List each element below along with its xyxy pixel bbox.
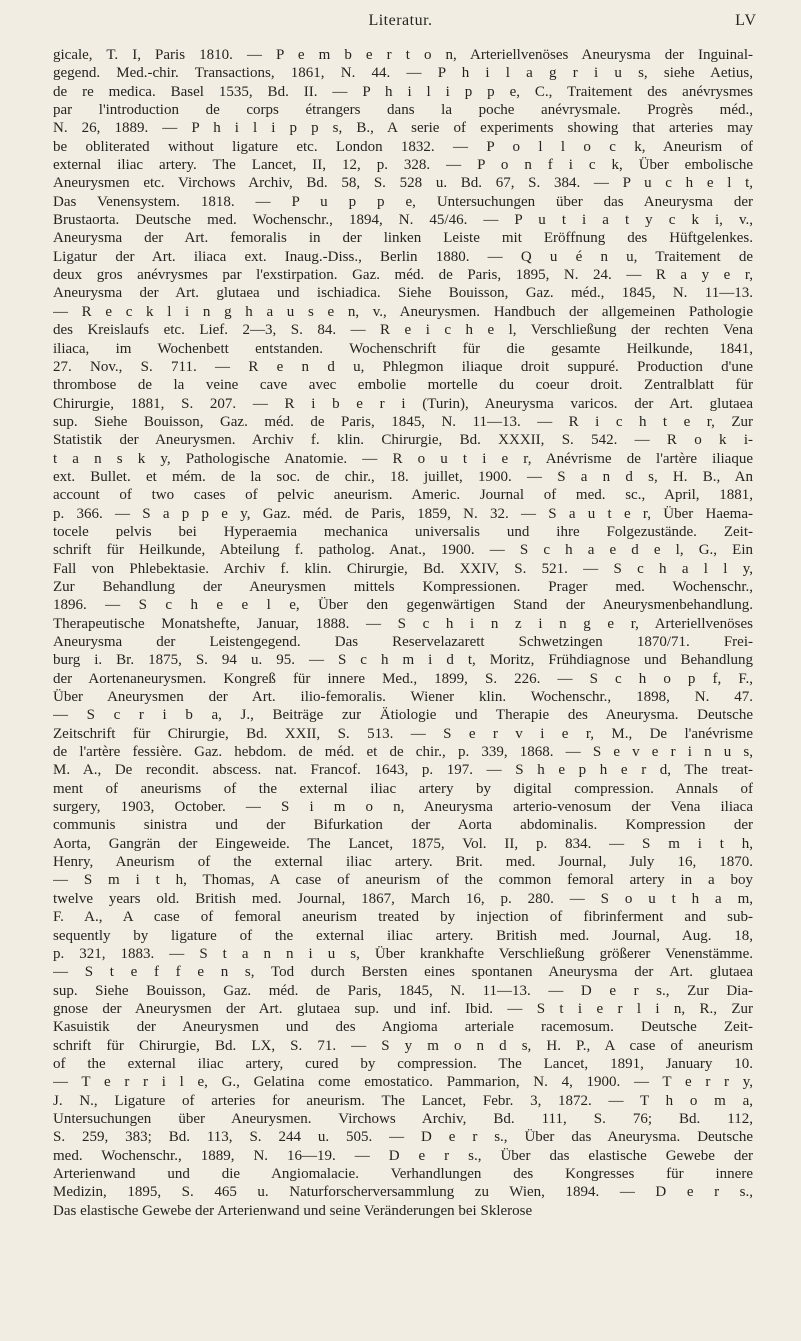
text-line: burg i. Br. 1875, S. 94 u. 95. — S c h m i d t, Moritz, Frühdiagnose und Behandlung	[53, 652, 753, 669]
text-line: tocele pelvis bei Hyperaemia mechanica universalis und ihre Folgezustände. Zeit-	[53, 523, 753, 540]
text-line: gnose der Aneurysmen der Art. glutaea sup. und inf. Ibid. — S t i e r l i n, R., Zur	[53, 1000, 753, 1017]
text-line: Henry, Aneurism of the external iliac artery. Brit. med. Journal, July 16, 1870.	[53, 854, 753, 871]
text-line: of the external iliac artery, cured by compression. The Lancet, 1891, January 10.	[53, 1055, 753, 1072]
text-line: Aneurysma der Leistengegend. Das Reservelazarett Schwetzingen 1870/71. Frei-	[53, 634, 753, 650]
text-line: — S c r i b a, J., Beiträge zur Ätiologie und Therapie des Aneurysma. Deutsche	[53, 707, 753, 724]
text-line: Das elastische Gewebe der Arterienwand und seine Veränderungen bei Sklerose	[53, 1202, 533, 1219]
text-line: par l'introduction de corps étrangers dans la poche anévrysmale. Progrès méd.,	[53, 102, 753, 119]
text-line: Zur Behandlung der Aneurysmen mittels Kompressionen. Prager med. Wochenschr.,	[53, 578, 753, 595]
text-line: gegend. Med.-chir. Transactions, 1861, N. 44. — P h i l a g r i u s, siehe Aetius,	[53, 65, 753, 82]
text-line: Aorta, Gangrän der Eingeweide. The Lancet, 1875, Vol. II, p. 834. — S m i t h,	[53, 835, 753, 852]
text-line: Arterienwand und die Angiomalacie. Verhandlungen des Kongresses für innere	[53, 1165, 753, 1182]
text-line: — T e r r i l e, G., Gelatina come emostatico. Pammarion, N. 4, 1900. — T e r r y,	[53, 1074, 753, 1091]
text-line: sup. Siehe Bouisson, Gaz. méd. de Paris, 1845, N. 11—13. — D e r s., Zur Dia-	[53, 982, 753, 999]
text-line: Aneurysmen etc. Virchows Archiv, Bd. 58, S. 528 u. Bd. 67, S. 384. — P u c h e l t,	[53, 175, 753, 192]
text-line: N. 26, 1889. — P h i l i p p s, B., A serie of experiments showing that arteries may	[53, 120, 753, 137]
text-line: 27. Nov., S. 711. — R e n d u, Phlegmon iliaque droit suppuré. Production d'une	[53, 358, 753, 375]
text-line: de re medica. Basel 1535, Bd. II. — P h i l i p p e, C., Traitement des anévrysmes	[53, 83, 753, 100]
text-line: Zeitschrift für Chirurgie, Bd. XXII, S. 513. — S e r v i e r, M., De l'anévrisme	[53, 725, 753, 742]
text-line: de l'artère fessière. Gaz. hebdom. de méd. et de chir., p. 339, 1868. — S e v e r i n u s,	[53, 744, 753, 761]
text-line: Fall von Phlebektasie. Archiv f. klin. Chirurgie, Bd. XXIV, S. 521. — S c h a l l y,	[53, 560, 753, 577]
text-line: Kasuistik der Aneurysmen und des Angioma arteriale racemosum. Deutsche Zeit-	[53, 1019, 753, 1036]
text-line: thrombose de la veine cave avec embolie mortelle du coeur droit. Zentralblatt für	[53, 377, 753, 394]
text-line: communis sinistra und der Bifurkation der Aorta abdominalis. Kompression der	[53, 817, 753, 834]
running-head	[0, 12, 801, 36]
text-line: iliaca, im Wochenbett entstanden. Wochenschrift für die gesamte Heilkunde, 1841,	[53, 340, 753, 357]
text-line: surgery, 1903, October. — S i m o n, Aneurysma arterio-venosum der Vena iliaca	[53, 799, 753, 816]
text-line: Therapeutische Monatshefte, Januar, 1888. — S c h i n z i n g e r, Arteriellvenöses	[53, 615, 753, 632]
text-line: schrift für Heilkunde, Abteilung f. patholog. Anat., 1900. — S c h a e d e l, G., Ein	[53, 542, 753, 559]
text-line: ext. Bullet. et mém. de la soc. de chir., 18. juillet, 1900. — S a n d s, H. B., An	[53, 468, 753, 485]
text-line: Chirurgie, 1881, S. 207. — R i b e r i (Turin), Aneurysma varicos. der Art. glutaea	[53, 395, 753, 412]
text-line: Das Venensystem. 1818. — P u p p e, Untersuchungen über das Aneurysma der	[53, 193, 753, 210]
text-line: med. Wochenschr., 1889, N. 16—19. — D e r s., Über das elastische Gewebe der	[53, 1147, 753, 1164]
text-line: external iliac artery. The Lancet, II, 12, p. 328. — P o n f i c k, Über embolische	[53, 157, 753, 174]
text-line: gicale, T. I, Paris 1810. — P e m b e r t o n, Arteriellvenöses Aneurysma der Inguinal-	[53, 47, 753, 63]
text-line: ment of aneurisms of the external iliac artery by digital compression. Annals of	[53, 780, 753, 797]
text-line: account of two cases of pelvic aneurism. Americ. Journal of med. sc., April, 1881,	[53, 487, 753, 504]
text-line: deux gros anévrysmes par l'exstirpation. Gaz. méd. de Paris, 1895, N. 24. — R a y e r,	[53, 267, 753, 284]
text-line: S. 259, 383; Bd. 113, S. 244 u. 505. — D e r s., Über das Aneurysma. Deutsche	[53, 1129, 753, 1146]
text-line: F. A., A case of femoral aneurism treated by injection of fibrinferment and sub-	[53, 909, 753, 926]
page-number: LV	[735, 12, 757, 29]
text-line: twelve years old. British med. Journal, 1867, March 16, p. 280. — S o u t h a m,	[53, 890, 753, 907]
text-line: Statistik der Aneurysmen. Archiv f. klin. Chirurgie, Bd. XXXII, S. 542. — R o k i-	[53, 432, 753, 449]
text-line: Aneurysma der Art. femoralis in der linken Leiste mit Eröffnung des Hüftgelenkes.	[53, 230, 753, 247]
text-line: Über Aneurysmen der Art. ilio-femoralis. Wiener klin. Wochenschr., 1898, N. 47.	[53, 689, 753, 706]
text-line: M. A., De recondit. abscess. nat. Francof. 1643, p. 197. — S h e p h e r d, The treat-	[53, 762, 753, 779]
text-line: der Aortenaneurysmen. Kongreß für innere Med., 1899, S. 226. — S c h o p f, F.,	[53, 670, 753, 687]
text-line: Untersuchungen über Aneurysmen. Virchows Archiv, Bd. 111, S. 76; Bd. 112,	[53, 1110, 753, 1127]
text-line: Medizin, 1895, S. 465 u. Naturforscherversammlung zu Wien, 1894. — D e r s.,	[53, 1184, 753, 1201]
text-line: p. 321, 1883. — S t a n n i u s, Über krankhafte Verschließung größerer Venenstämme.	[53, 945, 753, 962]
text-line: be obliterated without ligature etc. London 1832. — P o l l o c k, Aneurism of	[53, 138, 753, 155]
text-line: — R e c k l i n g h a u s e n, v., Aneurysmen. Handbuch der allgemeinen Pathologie	[53, 303, 753, 320]
text-line: 1896. — S c h e e l e, Über den gegenwärtigen Stand der Aneurysmenbehandlung.	[53, 597, 753, 614]
text-line: Aneurysma der Art. glutaea und ischiadica. Siehe Bouisson, Gaz. méd., 1845, N. 11—13.	[53, 285, 753, 302]
text-line: schrift für Chirurgie, Bd. LX, S. 71. — S y m o n d s, H. P., A case of aneurism	[53, 1037, 753, 1054]
text-line: — S m i t h, Thomas, A case of aneurism of the common femoral artery in a boy	[53, 872, 753, 889]
text-line: sup. Siehe Bouisson, Gaz. méd. de Paris, 1845, N. 11—13. — R i c h t e r, Zur	[53, 413, 753, 430]
text-line: — S t e f f e n s, Tod durch Bersten eines spontanen Aneurysma der Art. glutaea	[53, 964, 753, 981]
text-line: Brustaorta. Deutsche med. Wochenschr., 1894, N. 45/46. — P u t i a t y c k i, v.,	[53, 212, 753, 229]
text-line: t a n s k y, Pathologische Anatomie. — R o u t i e r, Anévrisme de l'artère iliaque	[53, 450, 753, 467]
text-line: sequently by ligature of the external iliac artery. British med. Journal, Aug. 18,	[53, 927, 753, 944]
text-line: des Kreislaufs etc. Lief. 2—3, S. 84. — R e i c h e l, Verschließung der rechten Vena	[53, 322, 753, 339]
page-title: Literatur.	[368, 12, 433, 29]
text-line: Ligatur der Art. iliaca ext. Inaug.-Diss., Berlin 1880. — Q u é n u, Traitement de	[53, 248, 753, 265]
text-line: p. 366. — S a p p e y, Gaz. méd. de Paris, 1859, N. 32. — S a u t e r, Über Haema-	[53, 505, 753, 522]
text-line: J. N., Ligature of arteries for aneurism. The Lancet, Febr. 3, 1872. — T h o m a,	[53, 1092, 753, 1109]
bibliography-text	[53, 46, 753, 1220]
